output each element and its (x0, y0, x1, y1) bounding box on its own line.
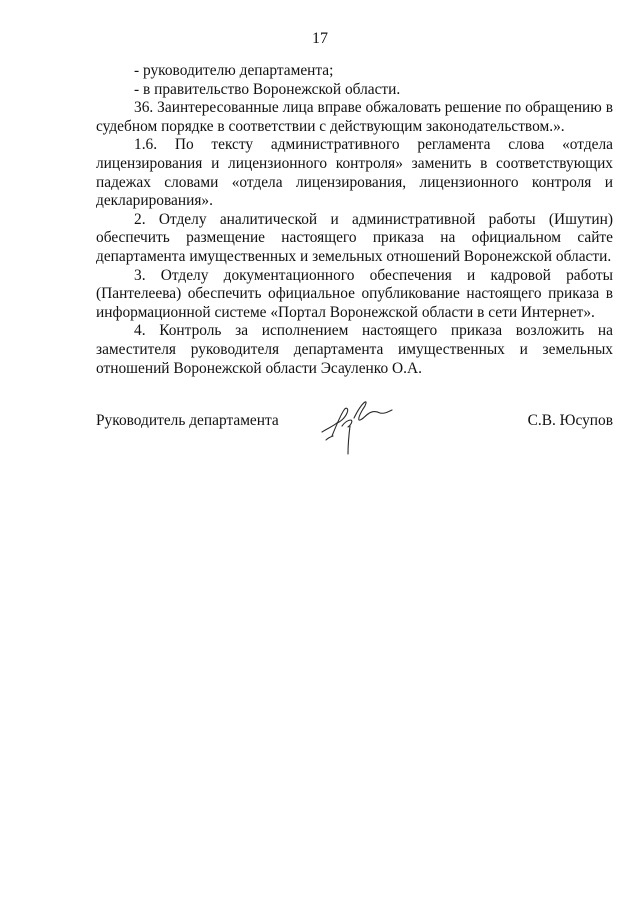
signer-name: С.В. Юсупов (527, 412, 613, 429)
list-item: - в правительство Воронежской области. (134, 80, 401, 98)
handwritten-signature (318, 396, 418, 458)
document-body (96, 62, 613, 378)
page-number: 17 (312, 30, 328, 47)
list-item: - руководителю департамента; (134, 62, 334, 79)
signer-title: Руководитель департамента (96, 412, 279, 429)
signature-block (96, 396, 613, 456)
paragraph-item-2: 2. Отделу аналитической и административной работы (Ишутин) обеспечить размещение настоящего приказа на официальном сайте департамента имущественных и земельных отношений Воронежской области. (96, 210, 613, 265)
paragraph-item-3: 3. Отделу документационного обеспечения и кадровой работы (Пантелеева) обеспечить официальное опубликование настоящего приказа в информационной системе «Портал Воронежской области в сети Интернет». (96, 266, 613, 321)
paragraph-item-36: 36. Заинтересованные лица вправе обжаловать решение по обращению в судебном порядке в соответствии с действующим законодательством.». (96, 99, 613, 135)
paragraph-item-4: 4. Контроль за исполнением настоящего приказа возложить на заместителя руководителя департамента имущественных и земельных отношений Воронежской области Эсауленко О.А. (96, 322, 613, 377)
paragraph-item-1-6: 1.6. По тексту административного регламента слова «отдела лицензирования и лицензионного контроля» заменить в соответствующих падежах словами «отдела лицензирования, лицензионного контроля и декларирования». (96, 136, 613, 210)
